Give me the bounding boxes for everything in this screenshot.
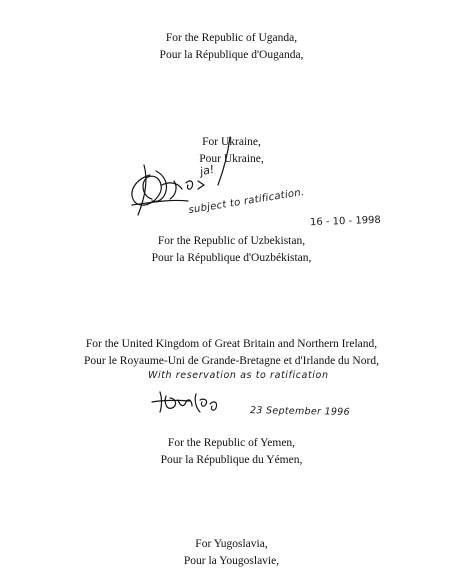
uganda-heading-fr: Pour la République d'Ouganda, [159, 49, 304, 61]
uzbekistan-heading-fr: Pour la République d'Ouzbékistan, [151, 252, 312, 264]
yugoslavia-heading-en: For Yugoslavia, [195, 538, 268, 550]
yemen-heading-en: For the Republic of Yemen, [167, 437, 296, 449]
uk-heading-en: For the United Kingdom of Great Britain and Northern Ireland, [85, 338, 378, 350]
yugoslavia-heading-fr: Pour la Yougoslavie, [183, 555, 280, 567]
ukraine-annotation-ratification: subject to ratification. [187, 186, 306, 217]
ukraine-annotation-ja: ja! [198, 162, 216, 179]
yemen-heading-fr: Pour la République du Yémen, [160, 454, 303, 466]
ukraine-heading-en: For Ukraine, [202, 136, 261, 148]
ukraine-signature [118, 135, 318, 235]
uganda-heading-en: For the Republic of Uganda, [165, 32, 298, 44]
uk-heading-fr: Pour le Royaume-Uni de Grande-Bretagne et d'Irlande du Nord, [84, 355, 379, 367]
ukraine-heading-fr: Pour Ukraine, [199, 153, 264, 165]
uzbekistan-heading-en: For the Republic of Uzbekistan, [157, 235, 306, 247]
uk-signature [150, 386, 230, 416]
uk-signature-date: 23 September 1996 [249, 405, 351, 418]
ukraine-signature-date: 16 - 10 - 1998 [309, 214, 382, 229]
uk-annotation-reservation: With reservation as to ratification [148, 370, 329, 381]
